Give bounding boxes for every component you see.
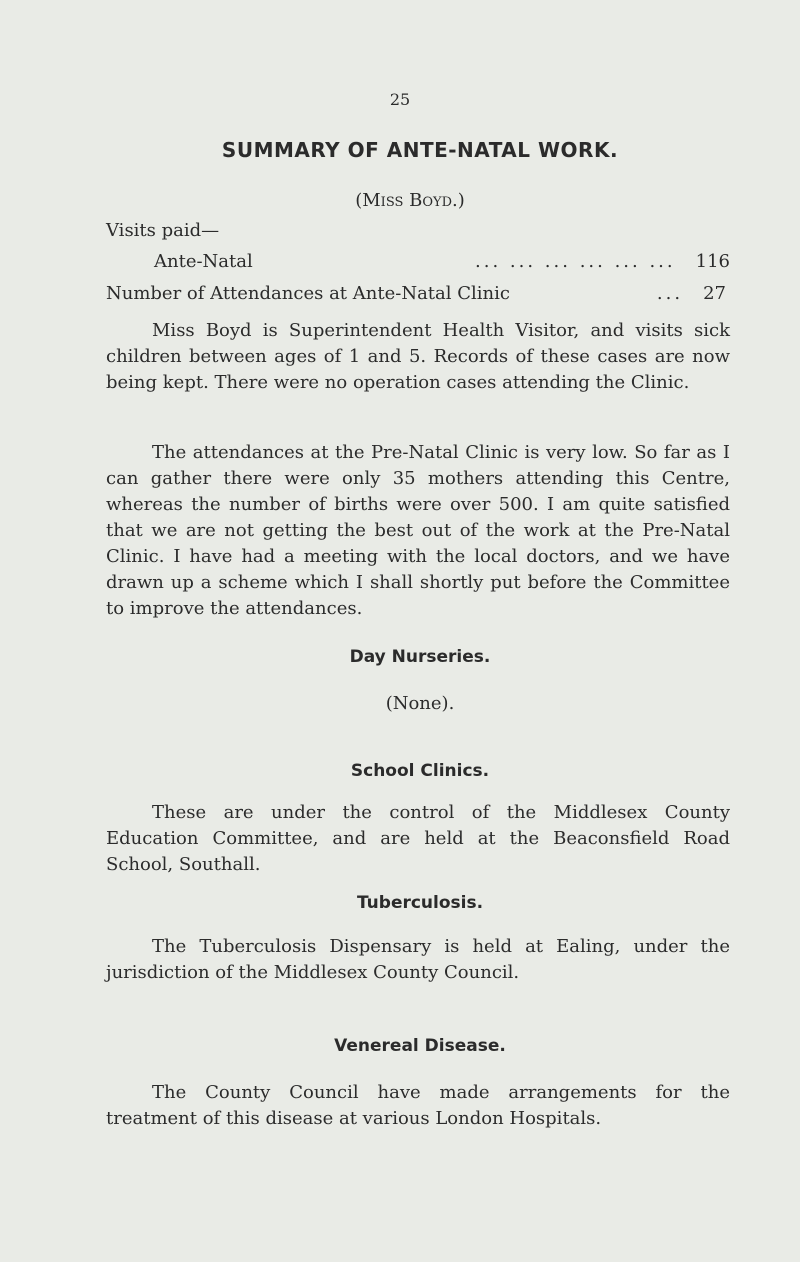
ante-natal-leader: ... ... ... ... ... ... [475,251,676,272]
attendances-label: Number of Attendances at Ante-Natal Clinic [106,283,510,304]
paragraph-tuberculosis: The Tuberculosis Dispensary is held at Ealing, under the jurisdiction of the Middlesex County Council. [106,936,730,983]
page-title: SUMMARY OF ANTE-NATAL WORK. [221,138,619,162]
page-number: 25 [389,90,411,109]
ante-natal-value: 116 [695,251,730,272]
paragraph-pre-natal-attendances: The attendances at the Pre-Natal Clinic is very low. So far as I can gather there were only 35 mothers attending this Centre, whereas the number of births were over 500. I am quite satisfied that we are not getting the best out of the work at the Pre-Natal Clinic. I have had a meeting with the local doctors, and we have drawn up a scheme which I shall shortly put before the Committee to improve the attendances. [106,442,730,619]
byline-open: ( [355,190,363,211]
attendances-leader: ... [656,283,684,304]
paragraph-miss-boyd: Miss Boyd is Superintendent Health Visitor, and visits sick children between ages of 1 and 5. Records of these cases are now being kept. There were no operation cases attending the Clinic. [106,320,730,393]
day-nurseries-text: (None). [385,693,455,714]
heading-venereal-disease: Venereal Disease. [334,1036,506,1056]
ante-natal-label: Ante-Natal [154,251,253,272]
attendances-value: 27 [703,283,726,304]
heading-day-nurseries: Day Nurseries. [349,647,491,667]
heading-school-clinics: School Clinics. [350,761,490,781]
paragraph-venereal-disease: The County Council have made arrangements for the treatment of this disease at various London Hospitals. [106,1082,730,1129]
ante-natal-row [154,249,730,275]
visits-paid-label: Visits paid— [106,220,220,241]
attendances-row [106,281,726,307]
byline-name: Miss Boyd [362,190,453,211]
byline-close: .) [452,190,465,211]
byline [0,190,800,211]
paragraph-school-clinics: These are under the control of the Middlesex County Education Committee, and are held at the Beaconsfield Road School, Southall. [106,802,730,875]
heading-tuberculosis: Tuberculosis. [356,893,484,913]
